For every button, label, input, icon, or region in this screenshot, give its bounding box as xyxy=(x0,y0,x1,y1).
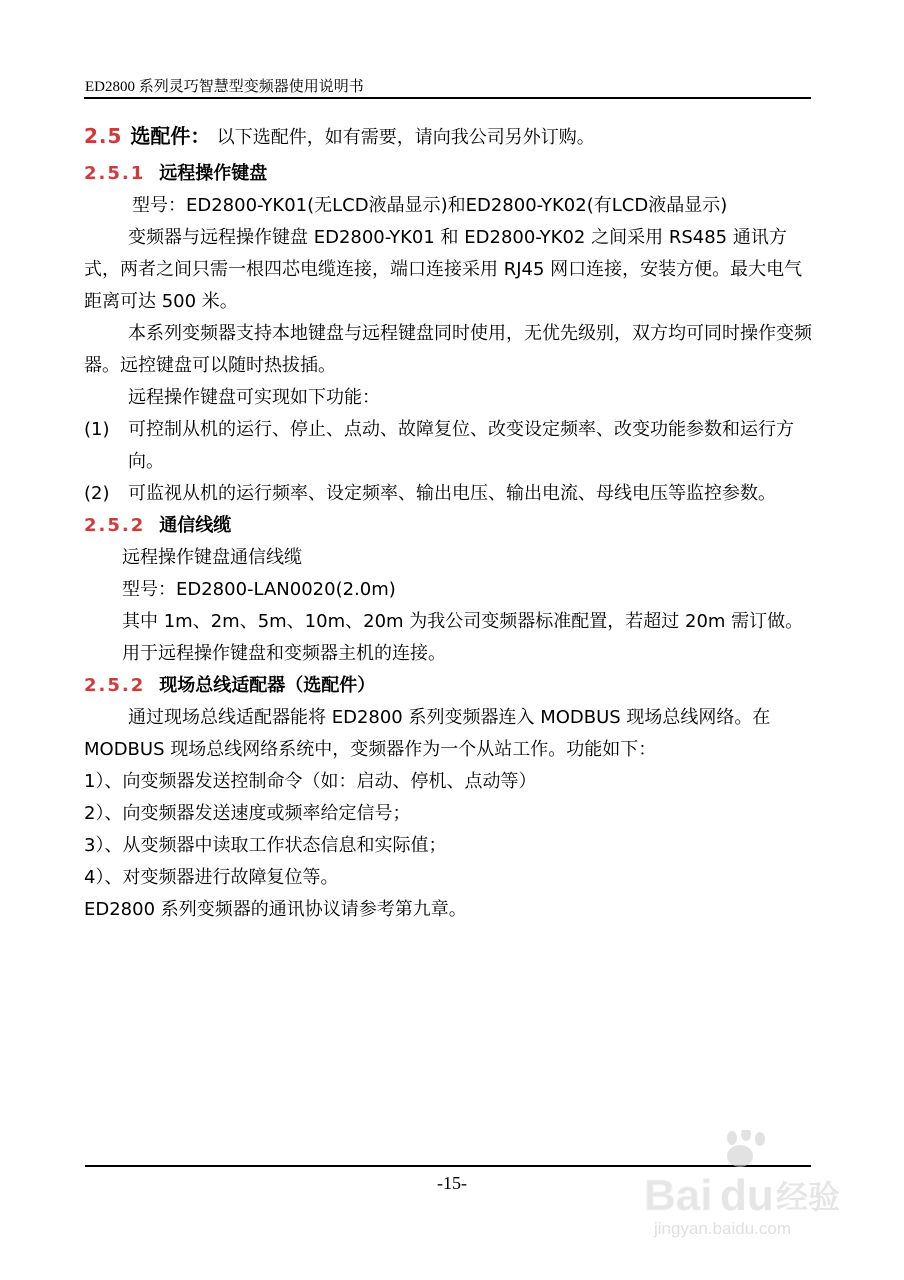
svg-text:经验: 经验 xyxy=(776,1178,841,1216)
closing-note: ED2800 系列变频器的通讯协议请参考第九章。 xyxy=(84,899,467,920)
page-number: -15- xyxy=(437,1173,467,1193)
section-number: 2.5 xyxy=(84,124,131,148)
subsection-title: 远程操作键盘 xyxy=(159,163,268,184)
fieldbus-para: 通过现场总线适配器能将 ED2800 系列变频器连入 MODBUS 现场总线网络。在 MODBUS 现场总线网络系统中，变频器作为一个从站工作。功能如下： xyxy=(84,707,771,760)
subsection-heading-2-5-2-fieldbus xyxy=(84,670,814,702)
list-item: 4）、对变频器进行故障复位等。 xyxy=(84,867,339,888)
cable-model: 型号：ED2800-LAN0020(2.0m) xyxy=(122,579,396,600)
page-content xyxy=(84,120,814,926)
list-item: 1）、向变频器发送控制命令（如：启动、停机、点动等） xyxy=(84,771,537,792)
list-item: 2）、向变频器发送速度或频率给定信号； xyxy=(84,803,411,824)
subsection-number: 2.5.1 xyxy=(84,163,146,184)
cable-line-4: 用于远程操作键盘和变频器主机的连接。 xyxy=(122,643,446,664)
watermark-url: jingyan.baidu.com xyxy=(654,1219,792,1238)
list-item: 3）、从变频器中读取工作状态信息和实际值； xyxy=(84,835,447,856)
svg-text:du: du xyxy=(720,1171,774,1220)
keyboard-para-2: 本系列变频器支持本地键盘与远程键盘同时使用，无优先级别，双方均可同时操作变频器。远控键盘可以随时热拔插。 xyxy=(84,323,812,376)
list-item xyxy=(84,414,814,478)
list-marker: (1) xyxy=(84,419,110,440)
document-header: ED2800 系列灵巧智慧型变频器使用说明书 xyxy=(85,79,364,95)
subsection-heading-2-5-1 xyxy=(84,158,814,190)
keyboard-para-1: 变频器与远程操作键盘 ED2800-YK01 和 ED2800-YK02 之间采用 RS485 通讯方式，两者之间只需一根四芯电缆连接，端口连接采用 RJ45 网口连接，安装方便。最大电气距离可达 500 米。 xyxy=(84,227,803,312)
cable-line-1: 远程操作键盘通信线缆 xyxy=(122,547,302,568)
subsection-heading-2-5-2 xyxy=(84,510,814,542)
keyboard-model: 型号：ED2800-YK01(无LCD液晶显示)和ED2800-YK02(有LCD液晶显示) xyxy=(132,195,728,216)
list-marker: (2) xyxy=(84,483,110,504)
svg-text:Bai: Bai xyxy=(644,1171,713,1220)
subsection-title: 现场总线适配器（选配件） xyxy=(159,675,376,696)
list-item xyxy=(84,478,814,510)
cable-line-3: 其中 1m、2m、5m、10m、20m 为我公司变频器标准配置，若超过 20m 需订做。 xyxy=(122,611,804,632)
subsection-number: 2.5.2 xyxy=(84,515,146,536)
subsection-number: 2.5.2 xyxy=(84,675,146,696)
subsection-title: 通信线缆 xyxy=(159,515,232,536)
header-divider xyxy=(84,97,811,99)
section-heading-2-5 xyxy=(84,120,814,154)
section-intro: 以下选配件，如有需要，请向我公司另外订购。 xyxy=(216,127,595,148)
watermark-graphic xyxy=(640,1130,870,1250)
section-title: 选配件： xyxy=(130,124,211,148)
list-text: 可监视从机的运行频率、设定频率、输出电压、输出电流、母线电压等监控参数。 xyxy=(128,483,776,504)
baidu-watermark-logo xyxy=(640,1130,870,1250)
keyboard-function-intro: 远程操作键盘可实现如下功能： xyxy=(128,387,380,408)
list-text: 可控制从机的运行、停止、点动、故障复位、改变设定频率、改变功能参数和运行方向。 xyxy=(128,419,794,472)
